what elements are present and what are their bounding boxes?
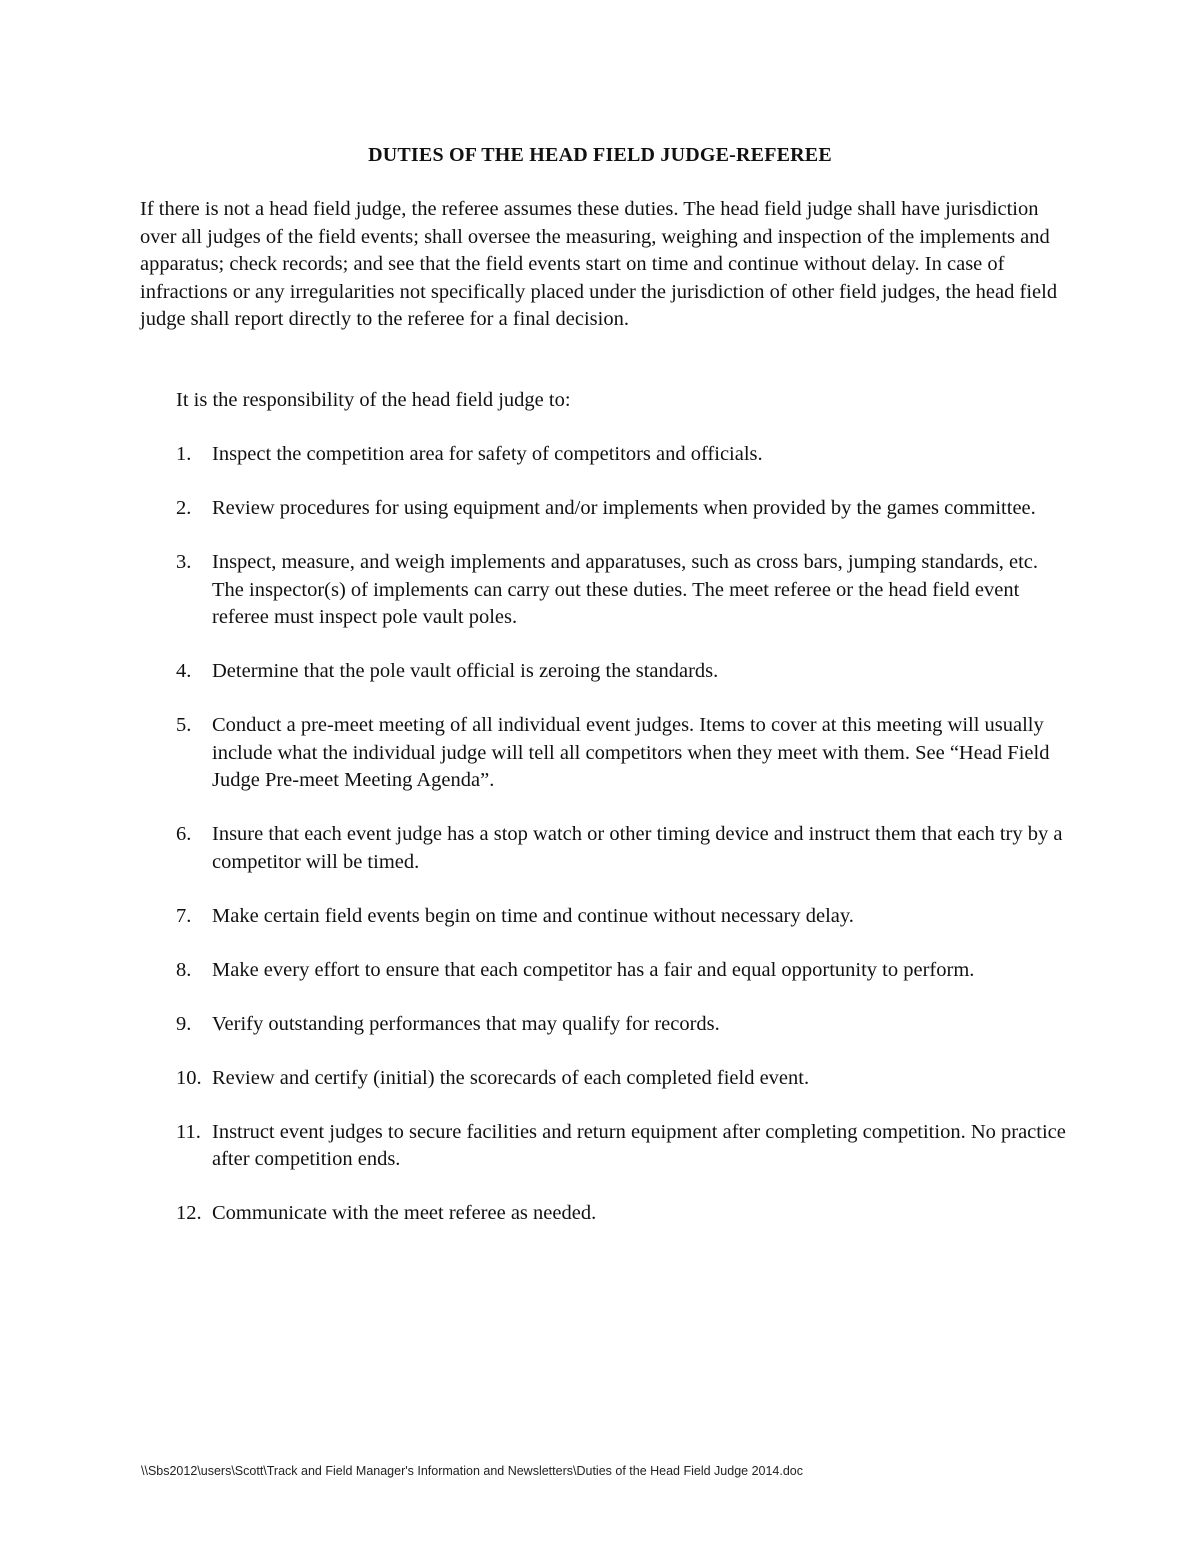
list-item-text: Insure that each event judge has a stop watch or other timing device and instruct them that each try by a competitor will be timed. [212, 823, 1063, 873]
list-item-text: Inspect the competition area for safety of competitors and officials. [212, 443, 763, 465]
list-item-number: 2. [176, 497, 192, 519]
list-item-text: Conduct a pre-meet meeting of all individual event judges. Items to cover at this meeting will usually include what the individual judge will tell all competitors when they meet with them. See “Head Field Judge Pre-meet Meeting Agenda”. [212, 714, 1050, 791]
list-item-number: 12. [176, 1202, 202, 1224]
list-item [176, 1200, 1066, 1228]
list-item-text: Make certain field events begin on time and continue without necessary delay. [212, 904, 854, 927]
duties-list [176, 441, 1066, 1254]
list-item-number: 5. [176, 714, 192, 736]
list-item [176, 712, 1066, 795]
file-path-footer: \\Sbs2012\users\Scott\Track and Field Manager's Information and Newsletters\Duties of the Head Field Judge 2014.doc [141, 1464, 803, 1478]
list-item-text: Communicate with the meet referee as needed. [212, 1202, 597, 1224]
list-item-number: 6. [176, 823, 192, 845]
list-item [176, 658, 1066, 686]
list-item [176, 495, 1066, 523]
list-item-number: 4. [176, 660, 192, 682]
list-item-text: Make every effort to ensure that each competitor has a fair and equal opportunity to perform. [212, 958, 975, 981]
list-item-number: 1. [176, 443, 192, 465]
list-item-text: Review and certify (initial) the scorecards of each completed field event. [212, 1066, 810, 1089]
list-item-text: Verify outstanding performances that may qualify for records. [212, 1012, 720, 1035]
list-item [176, 821, 1066, 876]
list-item [176, 549, 1066, 632]
list-item [176, 903, 1066, 931]
list-item-text: Review procedures for using equipment and/or implements when provided by the games committee. [212, 497, 1036, 519]
intro-paragraph: If there is not a head field judge, the referee assumes these duties. The head field judge shall have jurisdiction over all judges of the field events; shall oversee the measuring, weighing and inspection of the implements and apparatus; check records; and see that the field events start on time and continue without delay. In case of infractions or any irregularities not specifically placed under the jurisdiction of other field judges, the head field judge shall report directly to the referee for a final decision. [140, 198, 1058, 330]
list-item-text: Instruct event judges to secure facilities and return equipment after completing competition. No practice after competition ends. [212, 1120, 1066, 1170]
list-item-number: 7. [176, 904, 192, 927]
list-item-number: 11. [176, 1120, 201, 1143]
list-item [176, 957, 1066, 985]
page-title: DUTIES OF THE HEAD FIELD JUDGE-REFEREE [368, 144, 832, 166]
list-item-number: 9. [176, 1012, 192, 1035]
list-item [176, 441, 1066, 469]
list-item [176, 1065, 1066, 1093]
list-item-number: 3. [176, 551, 192, 573]
lead-sentence: It is the responsibility of the head field judge to: [176, 389, 571, 411]
list-item-text: Inspect, measure, and weigh implements and apparatuses, such as cross bars, jumping standards, etc. The inspector(s) of implements can carry out these duties. The meet referee or the head field event referee must inspect pole vault poles. [212, 551, 1039, 628]
list-item-number: 10. [176, 1066, 202, 1089]
list-item [176, 1011, 1066, 1039]
list-item [176, 1119, 1066, 1174]
list-item-number: 8. [176, 958, 192, 981]
list-item-text: Determine that the pole vault official is zeroing the standards. [212, 660, 719, 682]
